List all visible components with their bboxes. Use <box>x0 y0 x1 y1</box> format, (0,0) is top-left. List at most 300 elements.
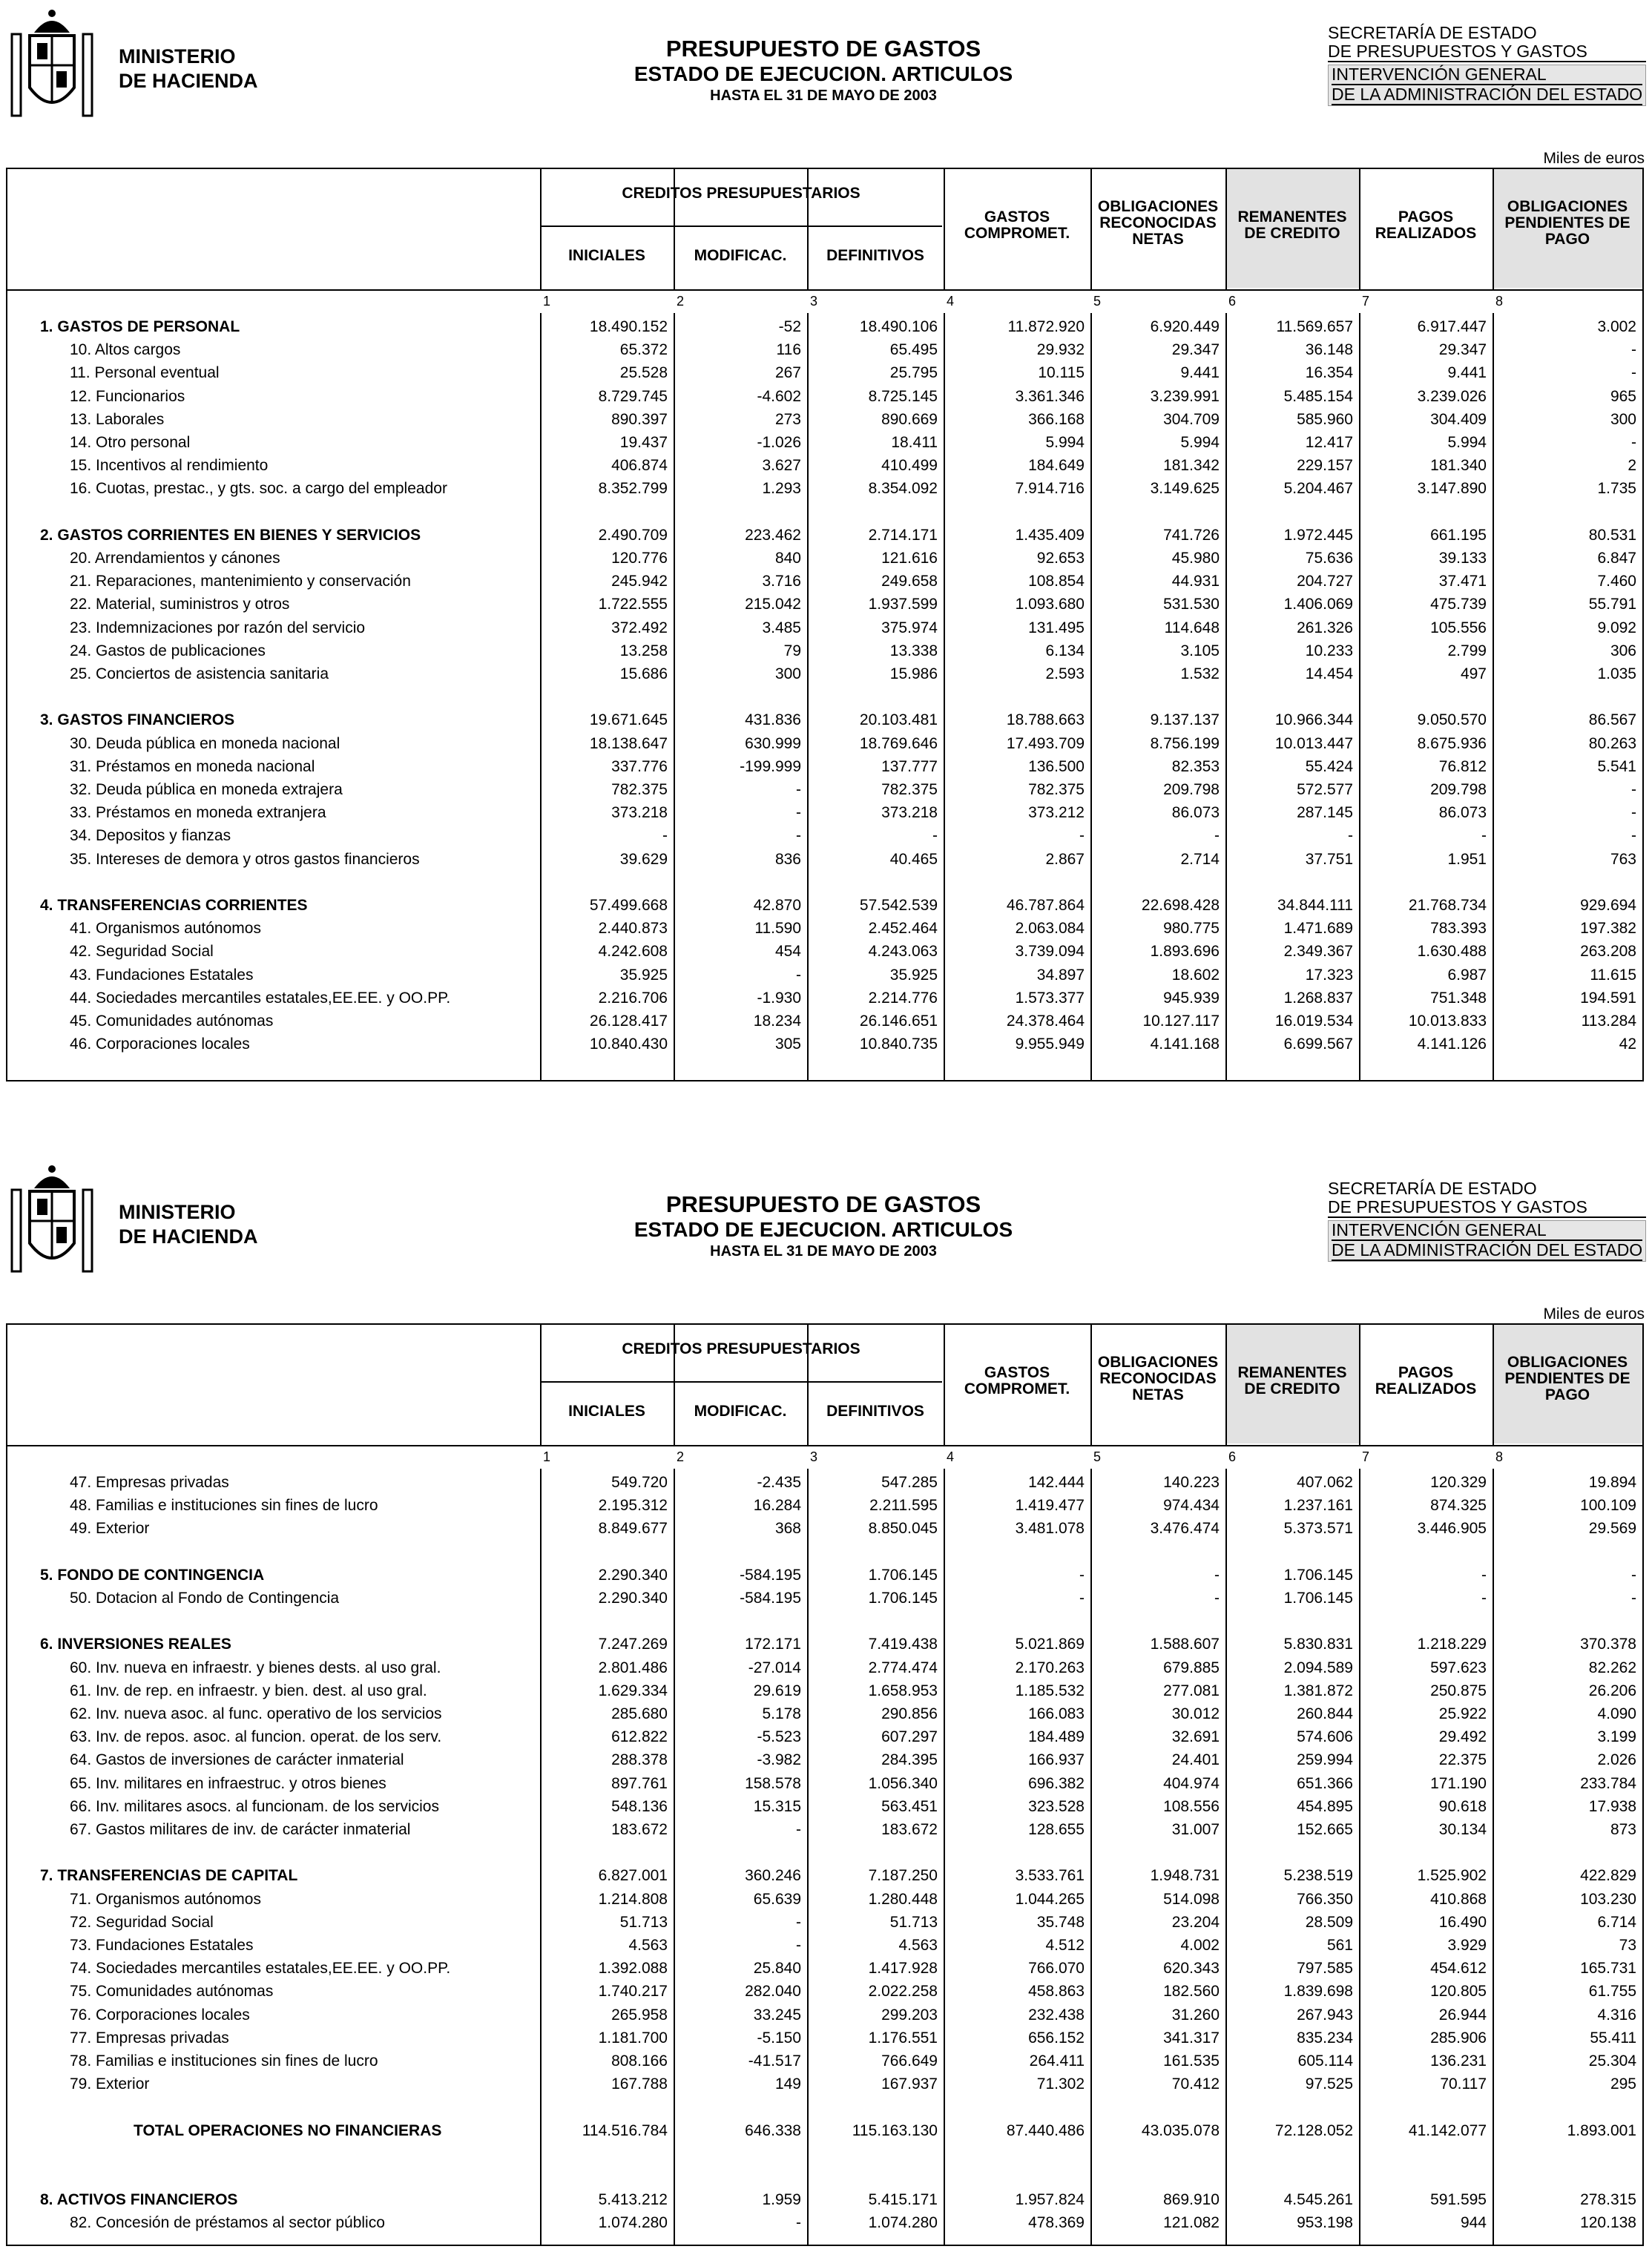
table-row <box>7 593 1642 616</box>
cell-value: 372.492 <box>611 619 668 636</box>
cell-value: - <box>796 1821 801 1838</box>
cell-value: -5.523 <box>757 1728 801 1746</box>
gastos-header-2: COMPROMET. <box>964 225 1070 242</box>
cell-value: - <box>1631 341 1636 359</box>
reman-header-1: REMANENTES <box>1237 208 1347 225</box>
pagos-header-2: REALIZADOS <box>1375 225 1477 242</box>
cell-value: 10.127.117 <box>1142 1013 1220 1030</box>
row-label: 44. Sociedades mercantiles estatales,EE.EE. y OO.PP. <box>70 989 451 1007</box>
cell-value: 2.170.263 <box>1015 1659 1085 1676</box>
cell-value: 6.987 <box>1447 966 1487 984</box>
cell-value: 3.147.890 <box>1417 480 1487 498</box>
cell-value: 1.074.280 <box>868 2214 938 2232</box>
cell-value: 8.352.799 <box>598 480 668 498</box>
cell-value: - <box>1348 827 1353 845</box>
row-label: 46. Corporaciones locales <box>70 1036 250 1053</box>
cell-value: - <box>1631 434 1636 451</box>
cell-value: 166.937 <box>1028 1751 1085 1769</box>
section-row <box>7 1564 1642 1587</box>
cell-value: 131.495 <box>1028 619 1085 636</box>
cell-value: 215.042 <box>745 596 801 613</box>
cell-value: 181.342 <box>1163 457 1220 475</box>
cell-value: 51.713 <box>889 1913 938 1931</box>
table-row <box>7 1703 1642 1725</box>
cell-value: 407.062 <box>1297 1474 1353 1491</box>
cell-value: 204.727 <box>1297 573 1353 590</box>
cell-value: 19.437 <box>619 434 668 451</box>
cell-value: 3.476.474 <box>1150 1520 1220 1538</box>
row-label: 13. Laborales <box>70 410 165 428</box>
cell-value: 661.195 <box>1430 526 1487 544</box>
cell-value: 18.234 <box>753 1013 801 1030</box>
table-row <box>7 1472 1642 1494</box>
table-row <box>7 733 1642 755</box>
cell-value: 73 <box>1619 1937 1636 1954</box>
cell-value: 183.672 <box>611 1821 668 1838</box>
cell-value: 5.830.831 <box>1283 1636 1353 1653</box>
cell-value: 2.214.776 <box>868 989 938 1007</box>
table-row <box>7 339 1642 361</box>
pagos-header-1: PAGOS <box>1398 208 1454 225</box>
row-label: 2. GASTOS CORRIENTES EN BIENES Y SERVICIOS <box>40 526 421 544</box>
cell-value: 3.533.761 <box>1015 1867 1085 1885</box>
cell-value: 3.149.625 <box>1150 480 1220 498</box>
cell-value: 105.556 <box>1430 619 1487 636</box>
cell-value: 1.893.001 <box>1567 2121 1636 2139</box>
row-label: 11. Personal eventual <box>70 364 220 382</box>
cell-value: 422.829 <box>1580 1867 1636 1885</box>
cell-value: 2.490.709 <box>598 526 668 544</box>
cell-value: 6.847 <box>1597 550 1636 567</box>
table-row <box>7 802 1642 824</box>
table-row <box>7 1726 1642 1748</box>
cell-value: 9.137.137 <box>1150 711 1220 729</box>
cell-value: 11.569.657 <box>1276 318 1353 335</box>
cell-value: 547.285 <box>881 1474 938 1491</box>
row-label: 3. GASTOS FINANCIEROS <box>40 711 235 729</box>
row-label: 64. Gastos de inversiones de carácter inmaterial <box>70 1751 404 1769</box>
row-label: 48. Familias e instituciones sin fines de lucro <box>70 1497 378 1515</box>
row-label: 30. Deuda pública en moneda nacional <box>70 734 340 752</box>
cell-value: 766.649 <box>881 2052 938 2070</box>
cell-value: 696.382 <box>1028 1774 1085 1792</box>
table-row <box>7 1680 1642 1702</box>
row-label: 7. TRANSFERENCIAS DE CAPITAL <box>40 1867 298 1885</box>
cell-value: 1.658.953 <box>868 1682 938 1699</box>
cell-value: 8.849.677 <box>598 1520 668 1538</box>
cell-value: 3.929 <box>1447 1937 1487 1954</box>
cell-value: 7.187.250 <box>868 1867 938 1885</box>
definitivos-header: DEFINITIVOS <box>826 247 924 264</box>
column-number: 3 <box>810 294 818 309</box>
cell-value: 6.714 <box>1597 1913 1636 1931</box>
cell-value: 5.373.571 <box>1283 1520 1353 1538</box>
cell-value: 108.854 <box>1028 573 1085 590</box>
cell-value: - <box>1631 827 1636 845</box>
cell-value: 300 <box>774 665 801 682</box>
cell-value: - <box>1481 1590 1487 1607</box>
cell-value: 651.366 <box>1297 1774 1353 1792</box>
cell-value: 1.839.698 <box>1283 1983 1353 2001</box>
cell-value: 31.007 <box>1171 1821 1220 1838</box>
cell-value: 404.974 <box>1163 1774 1220 1792</box>
cell-value: 34.897 <box>1036 966 1085 984</box>
cell-value: 4.512 <box>1045 1937 1085 1954</box>
cell-value: - <box>1631 1590 1636 1607</box>
cell-value: 2.290.340 <box>598 1590 668 1607</box>
cell-value: 10.013.833 <box>1408 1013 1487 1030</box>
cell-value: 8.725.145 <box>868 387 938 405</box>
column-number: 4 <box>947 1449 955 1464</box>
row-label: 31. Préstamos en moneda nacional <box>70 757 315 775</box>
cell-value: 1.573.377 <box>1015 989 1085 1007</box>
intervention-line-1: INTERVENCIÓN GENERAL <box>1332 1221 1642 1241</box>
title-line-2: ESTADO DE EJECUCION. ARTICULOS <box>634 62 1013 85</box>
column-number: 1 <box>543 294 551 309</box>
cell-value: 410.868 <box>1430 1890 1487 1908</box>
oblig-header-1: OBLIGACIONES <box>1097 1354 1219 1371</box>
cell-value: 261.326 <box>1297 619 1353 636</box>
cell-value: - <box>1079 1566 1085 1584</box>
cell-value: 260.844 <box>1297 1705 1353 1722</box>
cell-value: - <box>1631 804 1636 822</box>
cell-value: 5.204.467 <box>1283 480 1353 498</box>
cell-value: 1.035 <box>1597 665 1636 682</box>
table-row <box>7 2073 1642 2095</box>
cell-value: 16.490 <box>1438 1913 1487 1931</box>
cell-value: 167.937 <box>881 2075 938 2093</box>
cell-value: - <box>1631 1566 1636 1584</box>
cell-value: 22.698.428 <box>1141 897 1220 914</box>
cell-value: 45.980 <box>1171 550 1220 567</box>
cell-value: 585.960 <box>1297 410 1353 428</box>
cell-value: 561 <box>1326 1937 1353 1954</box>
cell-value: 5.994 <box>1180 434 1220 451</box>
cell-value: 13.258 <box>619 642 668 659</box>
cell-value: 980.775 <box>1163 920 1220 938</box>
ministry-line-2: DE HACIENDA <box>119 70 258 92</box>
cell-value: 92.653 <box>1036 550 1085 567</box>
cell-value: 136.500 <box>1028 757 1085 775</box>
cell-value: 1.176.551 <box>868 2029 938 2047</box>
cell-value: 25.528 <box>619 364 668 382</box>
cell-value: 1.237.161 <box>1283 1497 1353 1515</box>
cell-value: 9.441 <box>1180 364 1220 382</box>
cell-value: 35.925 <box>889 966 938 984</box>
row-label: 34. Depositos y fianzas <box>70 827 231 845</box>
cell-value: 108.556 <box>1163 1797 1220 1815</box>
cell-value: 6.827.001 <box>598 1867 668 1885</box>
cell-value: 5.178 <box>762 1705 801 1722</box>
row-label: TOTAL OPERACIONES NO FINANCIERAS <box>134 2121 442 2139</box>
table-row <box>7 455 1642 477</box>
cell-value: 273 <box>774 410 801 428</box>
cell-value: 2.290.340 <box>598 1566 668 1584</box>
cell-value: 39.133 <box>1438 550 1487 567</box>
cell-value: 10.840.430 <box>589 1036 668 1053</box>
gastos-header-2: COMPROMET. <box>964 1380 1070 1397</box>
cell-value: - <box>1214 1590 1220 1607</box>
creditos-underline <box>540 1381 942 1383</box>
cell-value: 181.340 <box>1430 457 1487 475</box>
row-label: 21. Reparaciones, mantenimiento y conservación <box>70 573 411 590</box>
cell-value: 22.375 <box>1438 1751 1487 1769</box>
row-label: 43. Fundaciones Estatales <box>70 966 254 984</box>
cell-value: 16.019.534 <box>1274 1013 1353 1030</box>
secretariat-line-2: DE PRESUPUESTOS Y GASTOS <box>1328 1198 1646 1218</box>
cell-value: 373.212 <box>1028 804 1085 822</box>
table-row <box>7 386 1642 408</box>
cell-value: 406.874 <box>611 457 668 475</box>
budget-table-page-1 <box>6 168 1644 1081</box>
cell-value: 597.623 <box>1430 1659 1487 1676</box>
cell-value: 4.243.063 <box>868 943 938 961</box>
cell-value: -199.999 <box>740 757 801 775</box>
cell-value: 31.260 <box>1171 2006 1220 2024</box>
cell-value: 2.063.084 <box>1015 920 1085 938</box>
row-label: 79. Exterior <box>70 2075 150 2093</box>
cell-value: 4.563 <box>628 1937 668 1954</box>
cell-value: 5.415.171 <box>868 2191 938 2209</box>
cell-value: 128.655 <box>1028 1821 1085 1838</box>
section-row <box>7 2189 1642 2211</box>
cell-value: 184.649 <box>1028 457 1085 475</box>
cell-value: 572.577 <box>1297 781 1353 798</box>
cell-value: 3.485 <box>762 619 801 636</box>
cell-value: 250.875 <box>1430 1682 1487 1699</box>
cell-value: 87.440.486 <box>1006 2121 1085 2139</box>
table-row <box>7 1958 1642 1980</box>
cell-value: 9.441 <box>1447 364 1487 382</box>
cell-value: 29.492 <box>1438 1728 1487 1746</box>
cell-value: 360.246 <box>745 1867 801 1885</box>
cell-value: 65.495 <box>889 341 938 359</box>
cell-value: 2.216.706 <box>598 989 668 1007</box>
cell-value: 368 <box>774 1520 801 1538</box>
ministry-line-1: MINISTERIO <box>119 45 236 68</box>
cell-value: 233.784 <box>1580 1774 1636 1792</box>
table-row <box>7 362 1642 384</box>
cell-value: 783.393 <box>1430 920 1487 938</box>
table-row <box>7 2050 1642 2072</box>
cell-value: 1.630.488 <box>1417 943 1487 961</box>
cell-value: 1.056.340 <box>868 1774 938 1792</box>
cell-value: 1.706.145 <box>868 1566 938 1584</box>
row-label: 10. Altos cargos <box>70 341 181 359</box>
cell-value: 20.103.481 <box>859 711 938 729</box>
column-number: 1 <box>543 1449 551 1464</box>
reman-header-1: REMANENTES <box>1237 1364 1347 1381</box>
cell-value: 166.083 <box>1028 1705 1085 1722</box>
cell-value: 103.230 <box>1580 1890 1636 1908</box>
row-label: 63. Inv. de repos. asoc. al funcion. operat. de los serv. <box>70 1728 442 1746</box>
cell-value: 26.944 <box>1438 2006 1487 2024</box>
cell-value: 142.444 <box>1028 1474 1085 1491</box>
cell-value: 1.629.334 <box>598 1682 668 1699</box>
cell-value: 1.093.680 <box>1015 596 1085 613</box>
cell-value: 149 <box>774 2075 801 2093</box>
cell-value: 3.739.094 <box>1015 943 1085 961</box>
cell-value: - <box>796 804 801 822</box>
cell-value: 2.440.873 <box>598 920 668 938</box>
cell-value: 808.166 <box>611 2052 668 2070</box>
report-title <box>549 36 1098 105</box>
row-label: 1. GASTOS DE PERSONAL <box>40 318 240 335</box>
cell-value: 80.531 <box>1588 526 1636 544</box>
cell-value: 30.012 <box>1171 1705 1220 1722</box>
cell-value: 2.452.464 <box>868 920 938 938</box>
cell-value: 8.675.936 <box>1417 734 1487 752</box>
cell-value: 874.325 <box>1430 1497 1487 1515</box>
cell-value: 9.092 <box>1597 619 1636 636</box>
cell-value: 782.375 <box>611 781 668 798</box>
reman-header-2: DE CREDITO <box>1244 225 1340 242</box>
cell-value: 7.460 <box>1597 573 1636 590</box>
cell-value: 2.799 <box>1447 642 1487 659</box>
section-row <box>7 316 1642 338</box>
table-row <box>7 941 1642 963</box>
pend-header-3: PAGO <box>1544 1386 1590 1403</box>
section-row <box>7 1865 1642 1887</box>
cell-value: 630.999 <box>745 734 801 752</box>
cell-value: 1.181.700 <box>598 2029 668 2047</box>
cell-value: 209.798 <box>1430 781 1487 798</box>
cell-value: 182.560 <box>1163 1983 1220 2001</box>
cell-value: 172.171 <box>745 1636 801 1653</box>
cell-value: 15.986 <box>889 665 938 682</box>
cell-value: 763 <box>1610 850 1636 868</box>
cell-value: 29.932 <box>1036 341 1085 359</box>
cell-value: -27.014 <box>748 1659 801 1676</box>
column-number: 7 <box>1362 1449 1370 1464</box>
cell-value: 549.720 <box>611 1474 668 1491</box>
cell-value: 184.489 <box>1028 1728 1085 1746</box>
cell-value: - <box>796 827 801 845</box>
cell-value: 120.138 <box>1580 2214 1636 2232</box>
cell-value: 375.974 <box>881 619 938 636</box>
cell-value: 410.499 <box>881 457 938 475</box>
table-row <box>7 918 1642 940</box>
cell-value: 4.141.168 <box>1150 1036 1220 1053</box>
table-row <box>7 640 1642 662</box>
cell-value: 209.798 <box>1163 781 1220 798</box>
budget-table-page-2 <box>6 1323 1644 2246</box>
section-row <box>7 524 1642 547</box>
cell-value: 656.152 <box>1028 2029 1085 2047</box>
cell-value: 1.417.928 <box>868 1960 938 1978</box>
cell-value: 121.616 <box>881 550 938 567</box>
cell-value: 4.545.261 <box>1283 2191 1353 2209</box>
cell-value: 29.347 <box>1438 341 1487 359</box>
cell-value: 16.354 <box>1305 364 1353 382</box>
cell-value: - <box>1481 827 1487 845</box>
cell-value: - <box>796 2214 801 2232</box>
row-label: 41. Organismos autónomos <box>70 920 261 938</box>
table-row <box>7 849 1642 871</box>
column-number: 5 <box>1093 1449 1102 1464</box>
cell-value: 287.145 <box>1297 804 1353 822</box>
cell-value: 137.777 <box>881 757 938 775</box>
cell-value: 167.788 <box>611 2075 668 2093</box>
cell-value: 974.434 <box>1163 1497 1220 1515</box>
cell-value: 1.406.069 <box>1283 596 1353 613</box>
column-number: 4 <box>947 294 955 309</box>
secretariat-line-1: SECRETARÍA DE ESTADO <box>1328 23 1537 42</box>
cell-value: - <box>662 827 668 845</box>
cell-value: 2.801.486 <box>598 1659 668 1676</box>
ministry-line-1: MINISTERIO <box>119 1201 236 1223</box>
cell-value: - <box>796 781 801 798</box>
cell-value: 458.863 <box>1028 1983 1085 2001</box>
cell-value: 890.397 <box>611 410 668 428</box>
table-row <box>7 825 1642 847</box>
cell-value: 873 <box>1610 1821 1636 1838</box>
cell-value: 3.627 <box>762 457 801 475</box>
cell-value: 57.499.668 <box>589 897 668 914</box>
cell-value: 431.836 <box>745 711 801 729</box>
cell-value: 890.669 <box>881 410 938 428</box>
table-row <box>7 1912 1642 1934</box>
row-label: 24. Gastos de publicaciones <box>70 642 266 659</box>
cell-value: 1.218.229 <box>1417 1636 1487 1653</box>
coat-of-arms-icon <box>7 6 96 125</box>
cell-value: 290.856 <box>881 1705 938 1722</box>
cell-value: 28.509 <box>1305 1913 1353 1931</box>
ministry-line-2: DE HACIENDA <box>119 1225 258 1248</box>
page-1 <box>0 0 1652 1098</box>
cell-value: 80.263 <box>1588 734 1636 752</box>
row-label: 65. Inv. militares en infraestruc. y otros bienes <box>70 1774 386 1792</box>
cell-value: 259.994 <box>1297 1751 1353 1769</box>
iniciales-header: INICIALES <box>568 1403 645 1420</box>
table-row <box>7 1819 1642 1841</box>
cell-value: 19.671.645 <box>589 711 668 729</box>
cell-value: 265.958 <box>611 2006 668 2024</box>
cell-value: 3.002 <box>1597 318 1636 335</box>
cell-value: 25.840 <box>753 1960 801 1978</box>
secretariat-line-2: DE PRESUPUESTOS Y GASTOS <box>1328 42 1646 62</box>
cell-value: 836 <box>774 850 801 868</box>
cell-value: 11.615 <box>1590 966 1636 984</box>
cell-value: 574.606 <box>1297 1728 1353 1746</box>
cell-value: 152.665 <box>1297 1821 1353 1838</box>
cell-value: 223.462 <box>745 526 801 544</box>
row-label: 16. Cuotas, prestac., y gts. soc. a cargo del empleador <box>70 480 447 498</box>
cell-value: 454.895 <box>1297 1797 1353 1815</box>
cell-value: 620.343 <box>1163 1960 1220 1978</box>
row-label: 66. Inv. militares asocs. al funcionam. de los servicios <box>70 1797 439 1815</box>
secretariat-block <box>1328 24 1646 106</box>
cell-value: 797.585 <box>1297 1960 1353 1978</box>
cell-value: 158.578 <box>745 1774 801 1792</box>
cell-value: 11.872.920 <box>1007 318 1085 335</box>
row-label: 6. INVERSIONES REALES <box>40 1636 231 1653</box>
row-label: 61. Inv. de rep. en infraestr. y bien. dest. al uso gral. <box>70 1682 427 1699</box>
secretariat-line-1: SECRETARÍA DE ESTADO <box>1328 1179 1537 1198</box>
row-label: 45. Comunidades autónomas <box>70 1013 274 1030</box>
cell-value: 3.716 <box>762 573 801 590</box>
row-label: 78. Familias e instituciones sin fines de lucro <box>70 2052 378 2070</box>
cell-value: 41.142.077 <box>1408 2121 1487 2139</box>
cell-value: 136.231 <box>1430 2052 1487 2070</box>
cell-value: 165.731 <box>1580 1960 1636 1978</box>
cell-value: 2.593 <box>1045 665 1085 682</box>
column-number: 8 <box>1495 294 1504 309</box>
cell-value: 17.493.709 <box>1006 734 1085 752</box>
cell-value: 79 <box>783 642 801 659</box>
cell-value: 679.885 <box>1163 1659 1220 1676</box>
cell-value: 1.280.448 <box>868 1890 938 1908</box>
